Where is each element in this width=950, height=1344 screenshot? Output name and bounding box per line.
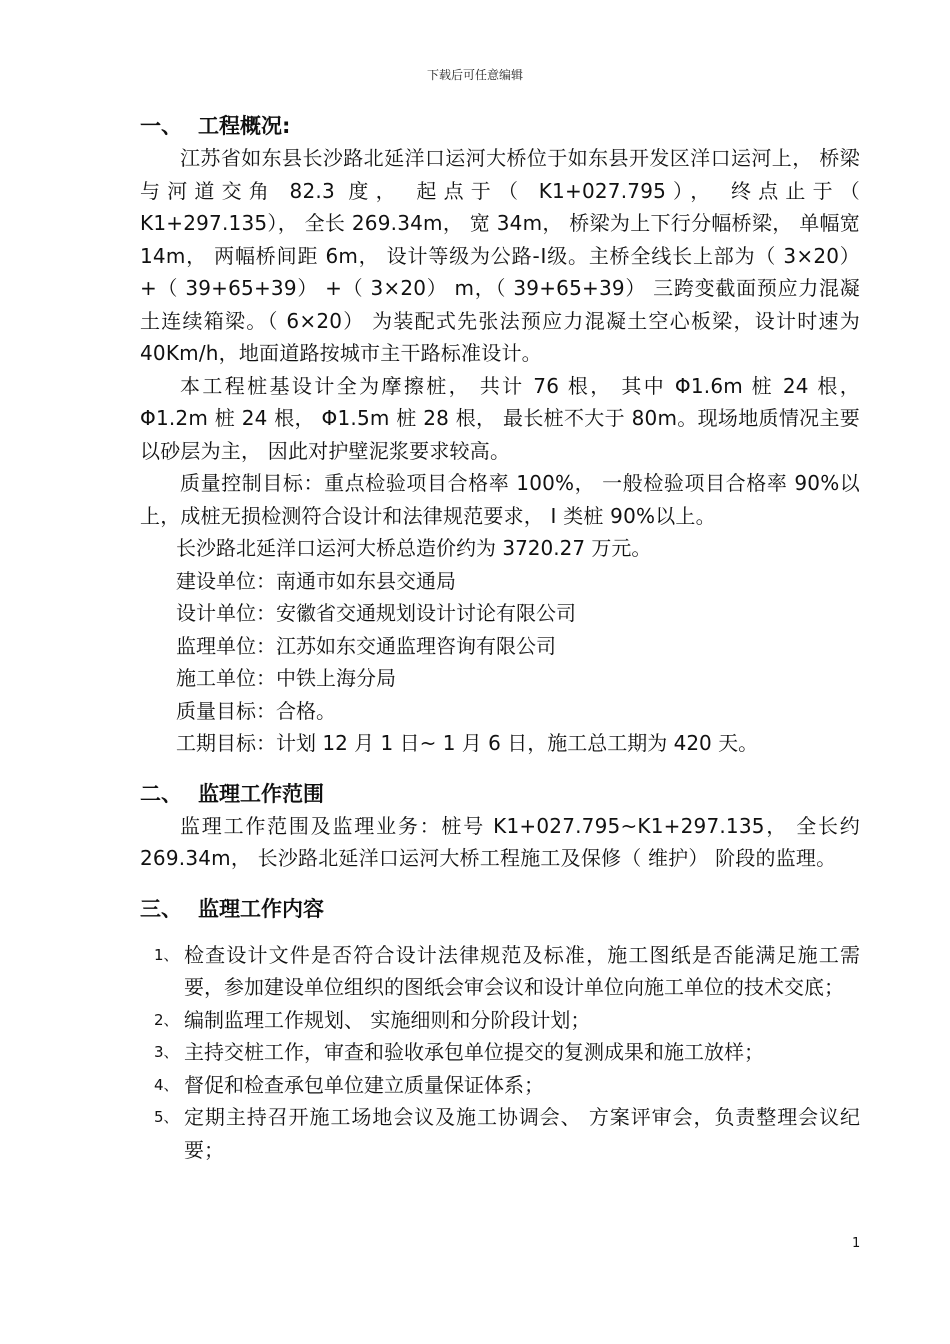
design-unit-line: 设计单位：安徽省交通规划设计讨论有限公司 [176,601,576,625]
spacer [140,760,860,778]
list-item-text: 主持交桩工作，审查和验收承包单位提交的复测成果和施工放样； [184,1040,764,1064]
total-cost-line: 长沙路北延洋口运河大桥总造价约为 3720.27 万元。 [176,536,652,560]
owner-unit-line: 建设单位：南通市如东县交通局 [176,568,456,593]
list-item-number: 5、 [154,1108,179,1126]
section-1-heading [140,110,860,142]
list-item [140,1101,860,1166]
section-3-title: 监理工作内容 [198,896,324,921]
spacer [140,925,860,939]
list-item [140,1036,860,1069]
list-item-text: 定期主持召开施工场地会议及施工协调会、 方案评审会，负责整理会议纪要； [184,1105,860,1162]
list-item [140,939,860,1004]
list-item-number: 1、 [154,945,179,964]
page-number: 1 [852,1236,861,1251]
section-1-number: 一、 [140,114,182,138]
schedule-goal-line: 工期目标：计划 12 月 1 日~ 1 月 6 日，施工总工期为 420 天。 [176,731,759,755]
list-item-number: 4、 [154,1075,179,1094]
list-item [140,1069,860,1102]
spacer [140,875,860,893]
section-2-title: 监理工作范围 [198,781,324,806]
pile-foundation-paragraph: 本工程桩基设计全为摩擦桩， 共计 76 根， 其中 Φ1.6m 桩 24 根， Φ1.2m 桩 24 根， Φ1.5m 桩 28 根， 最长桩不大于 80m。现场地质情况主要以砂层为主， 因此对护壁泥浆要求较高。 [140,373,860,463]
quality-target-paragraph: 质量控制目标：重点检验项目合格率 100%， 一般检验项目合格率 90%以上，成桩无损检测符合设计和法律规范要求， Ⅰ 类桩 90%以上。 [140,471,860,528]
document-body [140,110,860,1166]
project-overview-paragraph: 江苏省如东县长沙路北延洋口运河大桥位于如东县开发区洋口运河上， 桥梁与河道交角 82.3 度， 起点于（ K1+027.795）， 终点止于（ K1+297.135）， 全长 269.34m， 宽 34m， 桥梁为上下行分幅桥梁， 单幅宽 14m， 两幅桥间距 6m， 设计等级为公路-Ⅰ级。主桥全线长上部为（ 3×20） +（ 39+65+39） +（ 3×20） m，（ 39+65+39） 三跨变截面预应力混凝土连续箱梁。（ 6×20） 为装配式先张法预应力混凝土空心板梁，设计时速为 40Km/h，地面道路按城市主干路标准设计。 [140,146,860,365]
list-item-text: 编制监理工作规划、 实施细则和分阶段计划； [184,1007,591,1032]
list-item [140,1004,860,1037]
list-item-number: 3、 [154,1043,179,1061]
page-header: 下载后可任意编辑 [426,68,523,82]
section-3-number: 三、 [140,896,182,921]
supervision-unit-line: 监理单位：江苏如东交通监理咨询有限公司 [176,633,556,658]
list-item-text: 督促和检查承包单位建立质量保证体系； [184,1072,544,1097]
list-item-number: 2、 [154,1010,179,1029]
section-2-heading [140,778,860,810]
section-1-title: 工程概况: [198,114,291,138]
section-2-number: 二、 [140,781,182,806]
supervision-scope-paragraph: 监理工作范围及监理业务：桩号 K1+027.795~K1+297.135， 全长约 269.34m， 长沙路北延洋口运河大桥工程施工及保修（ 维护） 阶段的监理。 [140,813,860,870]
section-3-heading [140,893,860,925]
construction-unit-line: 施工单位：中铁上海分局 [176,666,396,690]
list-item-text: 检查设计文件是否符合设计法律规范及标准，施工图纸是否能满足施工需要，参加建设单位组织的图纸会审会议和设计单位向施工单位的技术交底； [184,942,860,999]
quality-goal-line: 质量目标：合格。 [176,698,336,723]
